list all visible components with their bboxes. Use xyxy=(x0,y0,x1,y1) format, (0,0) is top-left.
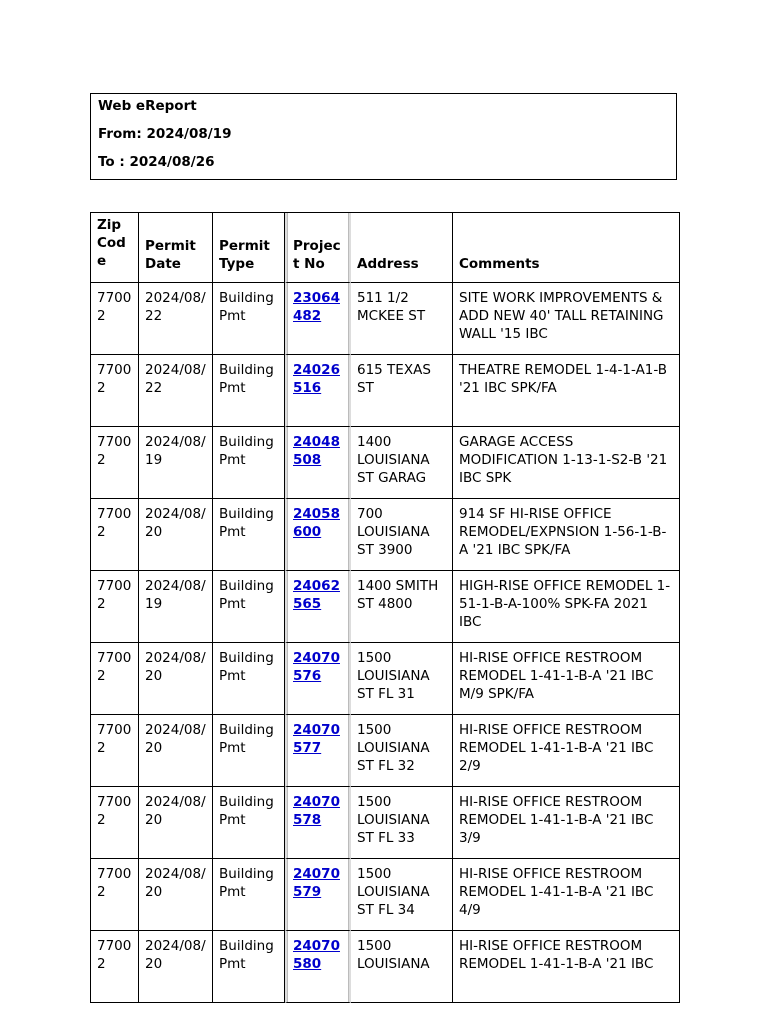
project-link[interactable]: 24026516 xyxy=(293,362,340,396)
project-link[interactable]: 24062565 xyxy=(293,578,340,612)
cell-zip-code: 77002 xyxy=(91,499,139,571)
project-link[interactable]: 24058600 xyxy=(293,506,340,540)
cell-permit-type: Building Pmt xyxy=(213,355,285,427)
cell-address: 1400 LOUISIANA ST GARAG xyxy=(351,427,453,499)
cell-project-no xyxy=(285,859,351,931)
cell-permit-type: Building Pmt xyxy=(213,283,285,355)
cell-permit-date: 2024/08/20 xyxy=(139,931,213,1003)
table-row xyxy=(91,931,680,1003)
table-row xyxy=(91,859,680,931)
cell-permit-date: 2024/08/20 xyxy=(139,499,213,571)
cell-permit-date: 2024/08/19 xyxy=(139,427,213,499)
header-zip-code: Zip Code xyxy=(91,213,139,283)
cell-project-no xyxy=(285,499,351,571)
cell-comments: HI-RISE OFFICE RESTROOM REMODEL 1-41-1-B-A '21 IBC 3/9 xyxy=(453,787,680,859)
cell-address: 1500 LOUISIANA ST FL 32 xyxy=(351,715,453,787)
table-row xyxy=(91,571,680,643)
cell-permit-date: 2024/08/20 xyxy=(139,859,213,931)
project-link[interactable]: 23064482 xyxy=(293,290,340,324)
header-comments: Comments xyxy=(453,213,680,283)
cell-project-no xyxy=(285,715,351,787)
cell-permit-type: Building Pmt xyxy=(213,571,285,643)
cell-zip-code: 77002 xyxy=(91,787,139,859)
header-address: Address xyxy=(351,213,453,283)
cell-project-no xyxy=(285,283,351,355)
cell-address: 511 1/2 MCKEE ST xyxy=(351,283,453,355)
cell-permit-date: 2024/08/20 xyxy=(139,643,213,715)
cell-comments: THEATRE REMODEL 1-4-1-A1-B '21 IBC SPK/FA xyxy=(453,355,680,427)
header-project-no: Project No xyxy=(285,213,351,283)
cell-permit-type: Building Pmt xyxy=(213,787,285,859)
cell-zip-code: 77002 xyxy=(91,643,139,715)
cell-permit-type: Building Pmt xyxy=(213,643,285,715)
cell-address: 700 LOUISIANA ST 3900 xyxy=(351,499,453,571)
cell-project-no xyxy=(285,571,351,643)
cell-permit-type: Building Pmt xyxy=(213,715,285,787)
table-row xyxy=(91,715,680,787)
header-permit-type: Permit Type xyxy=(213,213,285,283)
cell-permit-type: Building Pmt xyxy=(213,499,285,571)
cell-address: 1500 LOUISIANA xyxy=(351,931,453,1003)
permit-table xyxy=(90,212,680,1003)
report-title: Web eReport xyxy=(98,98,197,114)
report-header xyxy=(90,93,677,180)
permit-table-container xyxy=(90,212,680,972)
cell-project-no xyxy=(285,355,351,427)
permit-table-body xyxy=(91,283,680,1003)
cell-permit-date: 2024/08/22 xyxy=(139,355,213,427)
cell-comments: HI-RISE OFFICE RESTROOM REMODEL 1-41-1-B-A '21 IBC xyxy=(453,931,680,1003)
cell-permit-type: Building Pmt xyxy=(213,427,285,499)
cell-project-no xyxy=(285,931,351,1003)
cell-zip-code: 77002 xyxy=(91,859,139,931)
project-link[interactable]: 24070579 xyxy=(293,866,340,900)
cell-comments: SITE WORK IMPROVEMENTS & ADD NEW 40' TALL RETAINING WALL '15 IBC xyxy=(453,283,680,355)
project-link[interactable]: 24070576 xyxy=(293,650,340,684)
table-row xyxy=(91,427,680,499)
cell-comments: HI-RISE OFFICE RESTROOM REMODEL 1-41-1-B-A '21 IBC M/9 SPK/FA xyxy=(453,643,680,715)
cell-address: 1500 LOUISIANA ST FL 34 xyxy=(351,859,453,931)
header-permit-date: Permit Date xyxy=(139,213,213,283)
table-row xyxy=(91,355,680,427)
cell-project-no xyxy=(285,427,351,499)
table-header-row xyxy=(91,213,680,283)
cell-address: 1500 LOUISIANA ST FL 31 xyxy=(351,643,453,715)
project-link[interactable]: 24048508 xyxy=(293,434,340,468)
table-row xyxy=(91,787,680,859)
cell-comments: 914 SF HI-RISE OFFICE REMODEL/EXPNSION 1-56-1-B-A '21 IBC SPK/FA xyxy=(453,499,680,571)
project-link[interactable]: 24070580 xyxy=(293,938,340,972)
cell-address: 1500 LOUISIANA ST FL 33 xyxy=(351,787,453,859)
cell-zip-code: 77002 xyxy=(91,283,139,355)
cell-address: 1400 SMITH ST 4800 xyxy=(351,571,453,643)
cell-permit-date: 2024/08/22 xyxy=(139,283,213,355)
project-link[interactable]: 24070577 xyxy=(293,722,340,756)
cell-zip-code: 77002 xyxy=(91,715,139,787)
cell-permit-date: 2024/08/19 xyxy=(139,571,213,643)
cell-zip-code: 77002 xyxy=(91,931,139,1003)
report-from-date: From: 2024/08/19 xyxy=(98,126,232,142)
cell-comments: HI-RISE OFFICE RESTROOM REMODEL 1-41-1-B-A '21 IBC 4/9 xyxy=(453,859,680,931)
report-to-date: To : 2024/08/26 xyxy=(98,154,215,170)
project-link[interactable]: 24070578 xyxy=(293,794,340,828)
cell-zip-code: 77002 xyxy=(91,571,139,643)
table-row xyxy=(91,283,680,355)
cell-address: 615 TEXAS ST xyxy=(351,355,453,427)
table-row xyxy=(91,499,680,571)
cell-comments: GARAGE ACCESS MODIFICATION 1-13-1-S2-B '21 IBC SPK xyxy=(453,427,680,499)
cell-permit-type: Building Pmt xyxy=(213,931,285,1003)
cell-project-no xyxy=(285,787,351,859)
cell-zip-code: 77002 xyxy=(91,355,139,427)
cell-project-no xyxy=(285,643,351,715)
cell-permit-date: 2024/08/20 xyxy=(139,787,213,859)
table-row xyxy=(91,643,680,715)
cell-permit-type: Building Pmt xyxy=(213,859,285,931)
cell-comments: HIGH-RISE OFFICE REMODEL 1-51-1-B-A-100% SPK-FA 2021 IBC xyxy=(453,571,680,643)
cell-zip-code: 77002 xyxy=(91,427,139,499)
cell-comments: HI-RISE OFFICE RESTROOM REMODEL 1-41-1-B-A '21 IBC 2/9 xyxy=(453,715,680,787)
cell-permit-date: 2024/08/20 xyxy=(139,715,213,787)
